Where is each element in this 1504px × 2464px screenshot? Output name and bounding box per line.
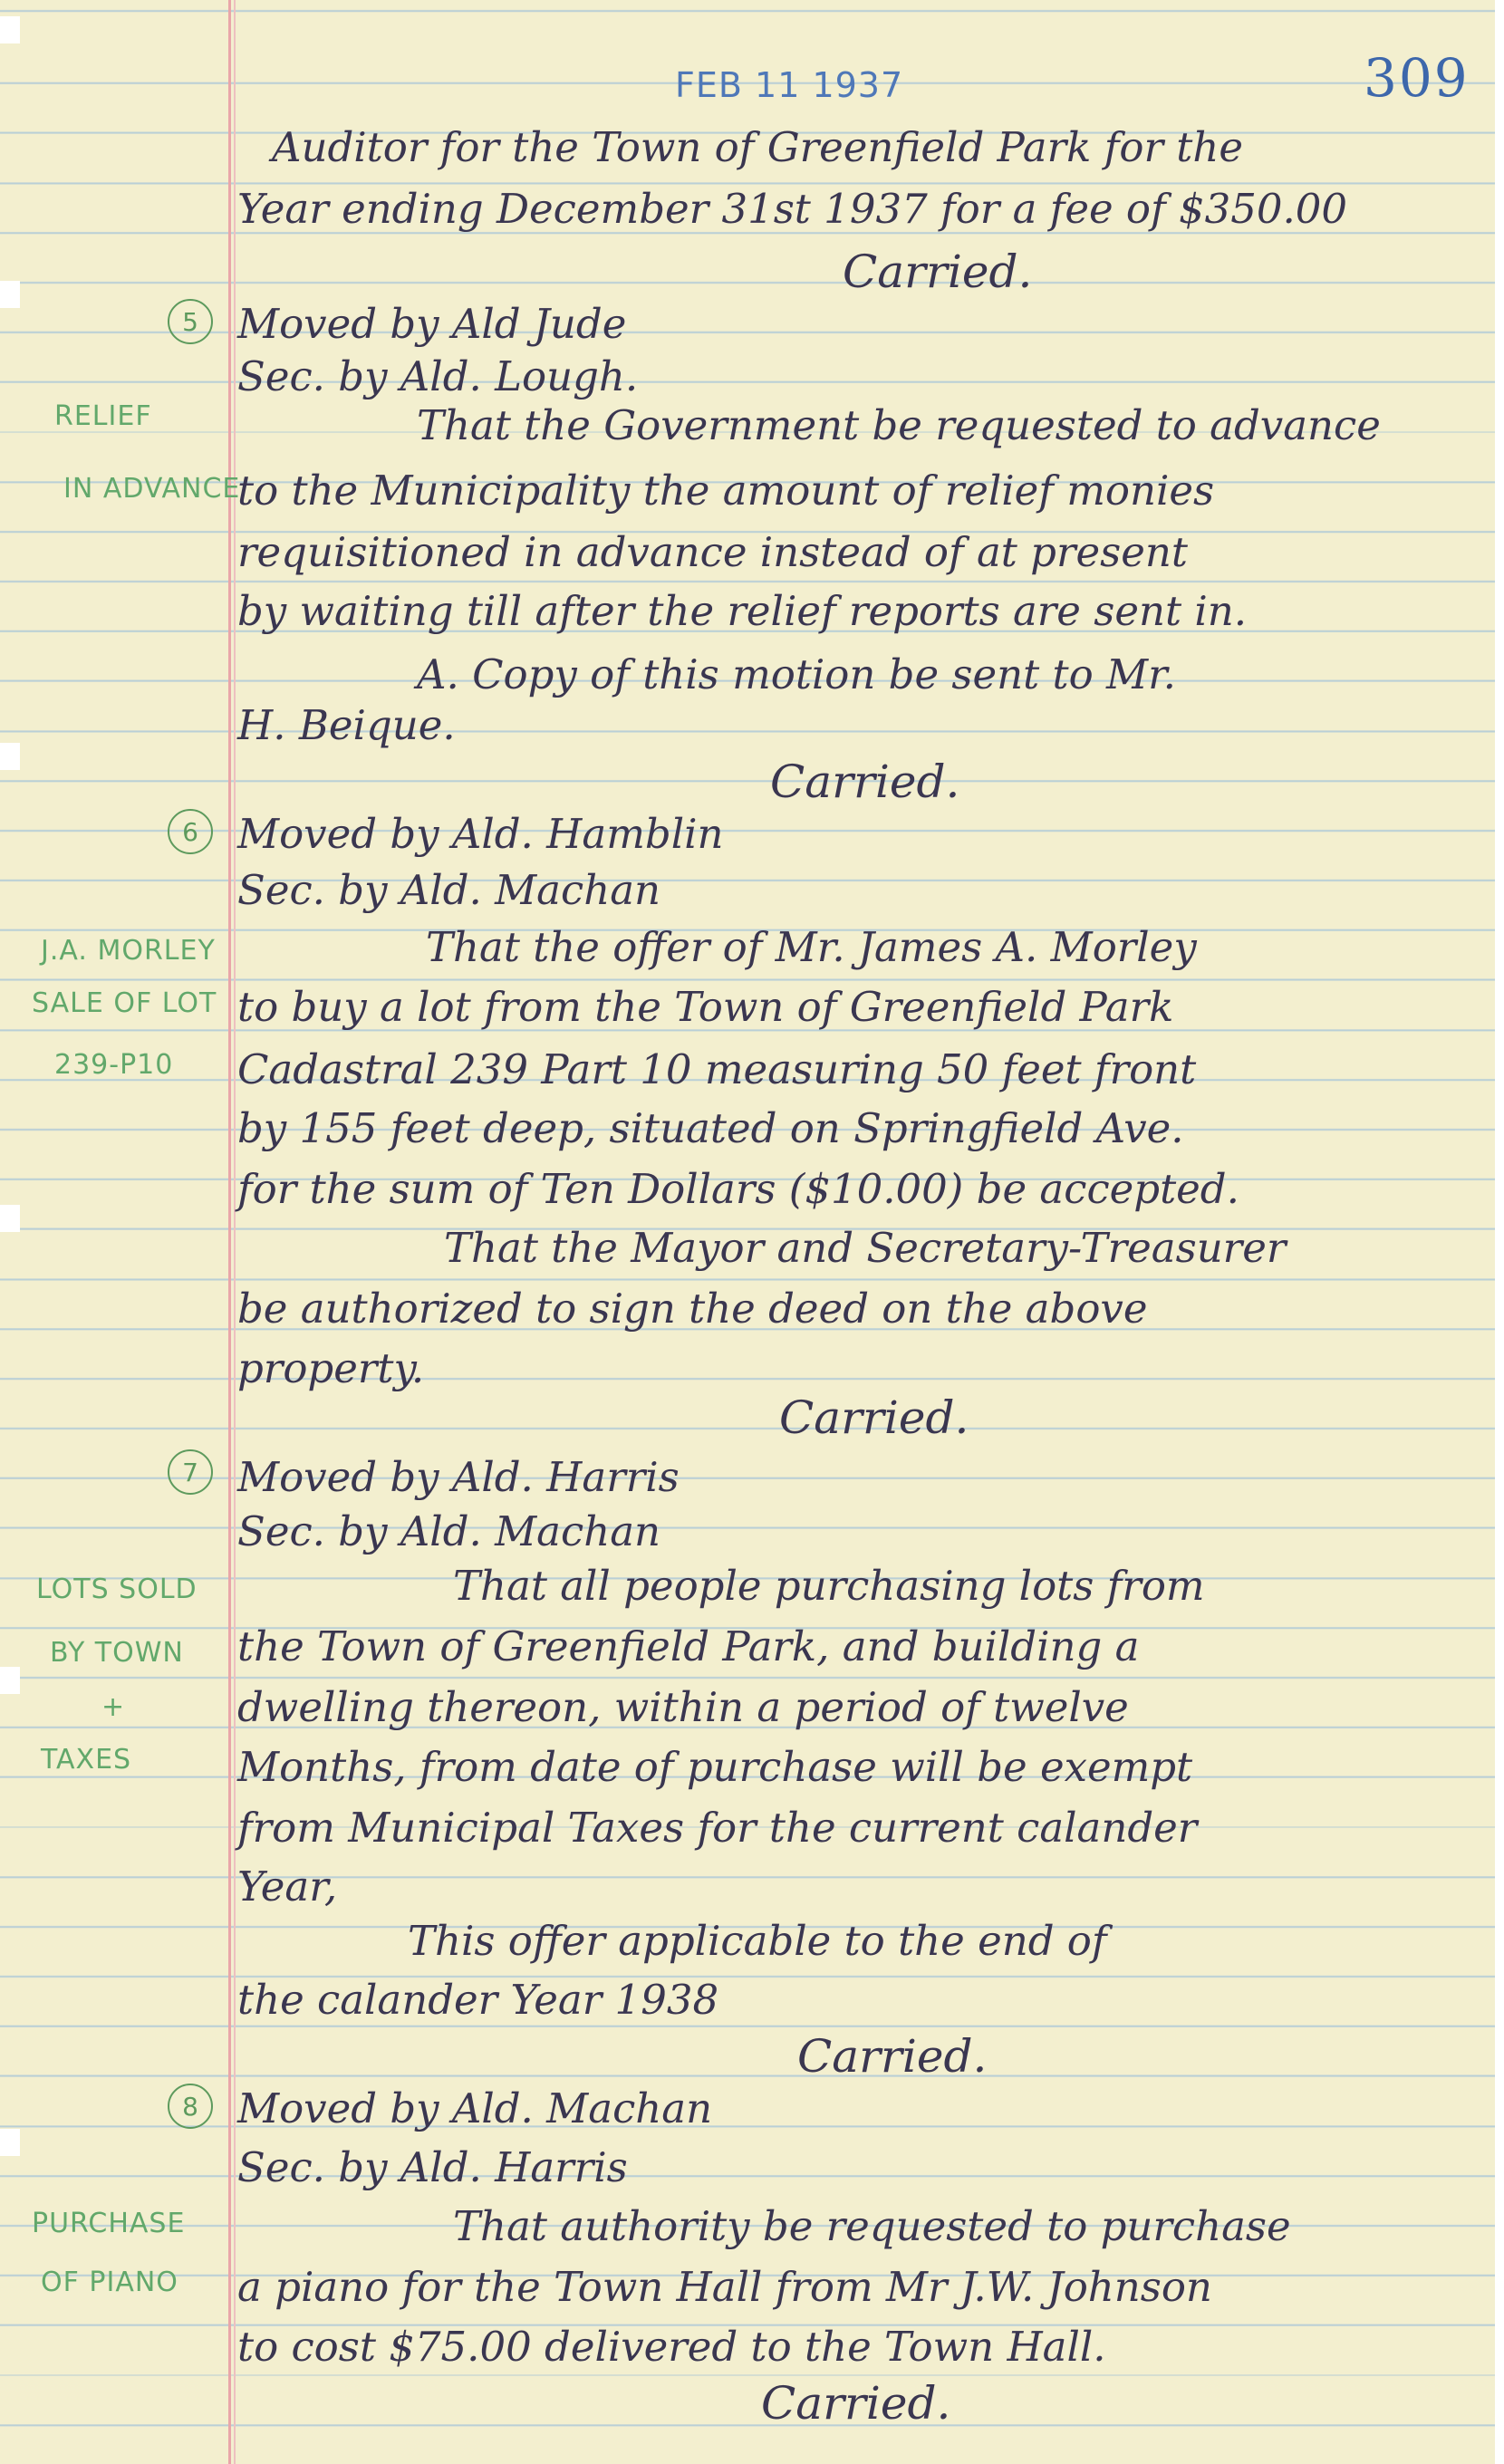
carried-note: Carried. xyxy=(797,2030,988,2083)
minute-line: H. Beique. xyxy=(237,701,456,749)
binder-punch-hole xyxy=(0,16,20,43)
margin-note-line: LOTS SOLD xyxy=(36,1574,198,1605)
minute-line: Sec. by Ald. Machan xyxy=(237,866,661,914)
minute-line: Months, from date of purchase will be exempt xyxy=(237,1743,1193,1791)
margin-note-line: J.A. MORLEY xyxy=(41,935,216,967)
margin-note-line: + xyxy=(101,1691,126,1723)
minute-line: Sec. by Ald. Harris xyxy=(237,2143,628,2191)
margin-note-line: IN ADVANCE xyxy=(63,473,241,505)
minute-line: by 155 feet deep, situated on Springfield Ave. xyxy=(237,1104,1184,1152)
minute-line: This offer applicable to the end of xyxy=(408,1917,1107,1965)
minute-line: Year ending December 31st 1937 for a fee of $350.00 xyxy=(237,185,1348,233)
minute-line: requisitioned in advance instead of at present xyxy=(237,528,1188,576)
minute-line: That all people purchasing lots from xyxy=(453,1562,1205,1610)
margin-note-line: OF PIANO xyxy=(41,2267,178,2298)
minute-line: Moved by Ald. Hamblin xyxy=(237,810,724,858)
binder-punch-hole xyxy=(0,281,20,308)
minute-line: the Town of Greenfield Park, and building a xyxy=(237,1622,1140,1670)
margin-note-line: PURCHASE xyxy=(32,2208,186,2239)
margin-note-line: RELIEF xyxy=(54,400,152,432)
minute-line: from Municipal Taxes for the current calander xyxy=(237,1804,1198,1852)
minute-line: That the offer of Mr. James A. Morley xyxy=(426,923,1197,971)
binder-punch-hole xyxy=(0,2129,20,2156)
minute-line: for the sum of Ten Dollars ($10.00) be accepted. xyxy=(237,1165,1239,1213)
minute-line: That the Government be requested to advance xyxy=(417,401,1381,449)
motion-number: 8 xyxy=(168,2084,213,2129)
minute-line: property. xyxy=(237,1344,425,1392)
minute-line: Sec. by Ald. Lough. xyxy=(237,352,639,400)
minute-line: to buy a lot from the Town of Greenfield Park xyxy=(237,983,1174,1031)
motion-number: 7 xyxy=(168,1449,213,1495)
carried-note: Carried. xyxy=(761,2377,951,2430)
carried-note: Carried. xyxy=(770,756,960,808)
minute-line: Sec. by Ald. Machan xyxy=(237,1507,661,1555)
page-number-stamp: 309 xyxy=(1364,47,1470,109)
date-stamp: FEB 11 1937 xyxy=(675,65,904,105)
minute-line: be authorized to sign the deed on the above xyxy=(237,1285,1148,1333)
carried-note: Carried. xyxy=(779,1391,969,1444)
motion-number: 5 xyxy=(168,299,213,344)
margin-note-line: BY TOWN xyxy=(50,1637,184,1669)
minute-line: Year, xyxy=(237,1862,338,1911)
minute-line: Moved by Ald. Harris xyxy=(237,1453,680,1501)
binder-punch-hole xyxy=(0,743,20,770)
carried-note: Carried. xyxy=(843,245,1033,298)
minute-line: a piano for the Town Hall from Mr J.W. Johnson xyxy=(237,2263,1212,2311)
minute-line: Moved by Ald Jude xyxy=(237,300,627,348)
minute-line: by waiting till after the relief reports are sent in. xyxy=(237,587,1248,635)
minute-line: A. Copy of this motion be sent to Mr. xyxy=(417,650,1176,698)
minute-line: the calander Year 1938 xyxy=(237,1976,719,2024)
minute-line: Cadastral 239 Part 10 measuring 50 feet front xyxy=(237,1045,1197,1093)
margin-rule xyxy=(228,0,231,2464)
minute-line: That authority be requested to purchase xyxy=(453,2202,1291,2250)
minute-line: to the Municipality the amount of relief monies xyxy=(237,467,1215,515)
margin-note-line: TAXES xyxy=(41,1744,132,1776)
margin-note-line: SALE OF LOT xyxy=(32,987,217,1019)
binder-punch-hole xyxy=(0,1205,20,1232)
margin-rule-secondary xyxy=(234,0,236,2464)
minute-line: Moved by Ald. Machan xyxy=(237,2084,713,2132)
margin-note-line: 239-P10 xyxy=(54,1049,174,1081)
motion-number: 6 xyxy=(168,809,213,854)
minute-line: dwelling thereon, within a period of twelve xyxy=(237,1683,1129,1731)
minute-line: Auditor for the Town of Greenfield Park for the xyxy=(272,123,1243,171)
minute-line: to cost $75.00 delivered to the Town Hall. xyxy=(237,2323,1106,2371)
minute-line: That the Mayor and Secretary-Treasurer xyxy=(444,1224,1287,1272)
binder-punch-hole xyxy=(0,1667,20,1694)
